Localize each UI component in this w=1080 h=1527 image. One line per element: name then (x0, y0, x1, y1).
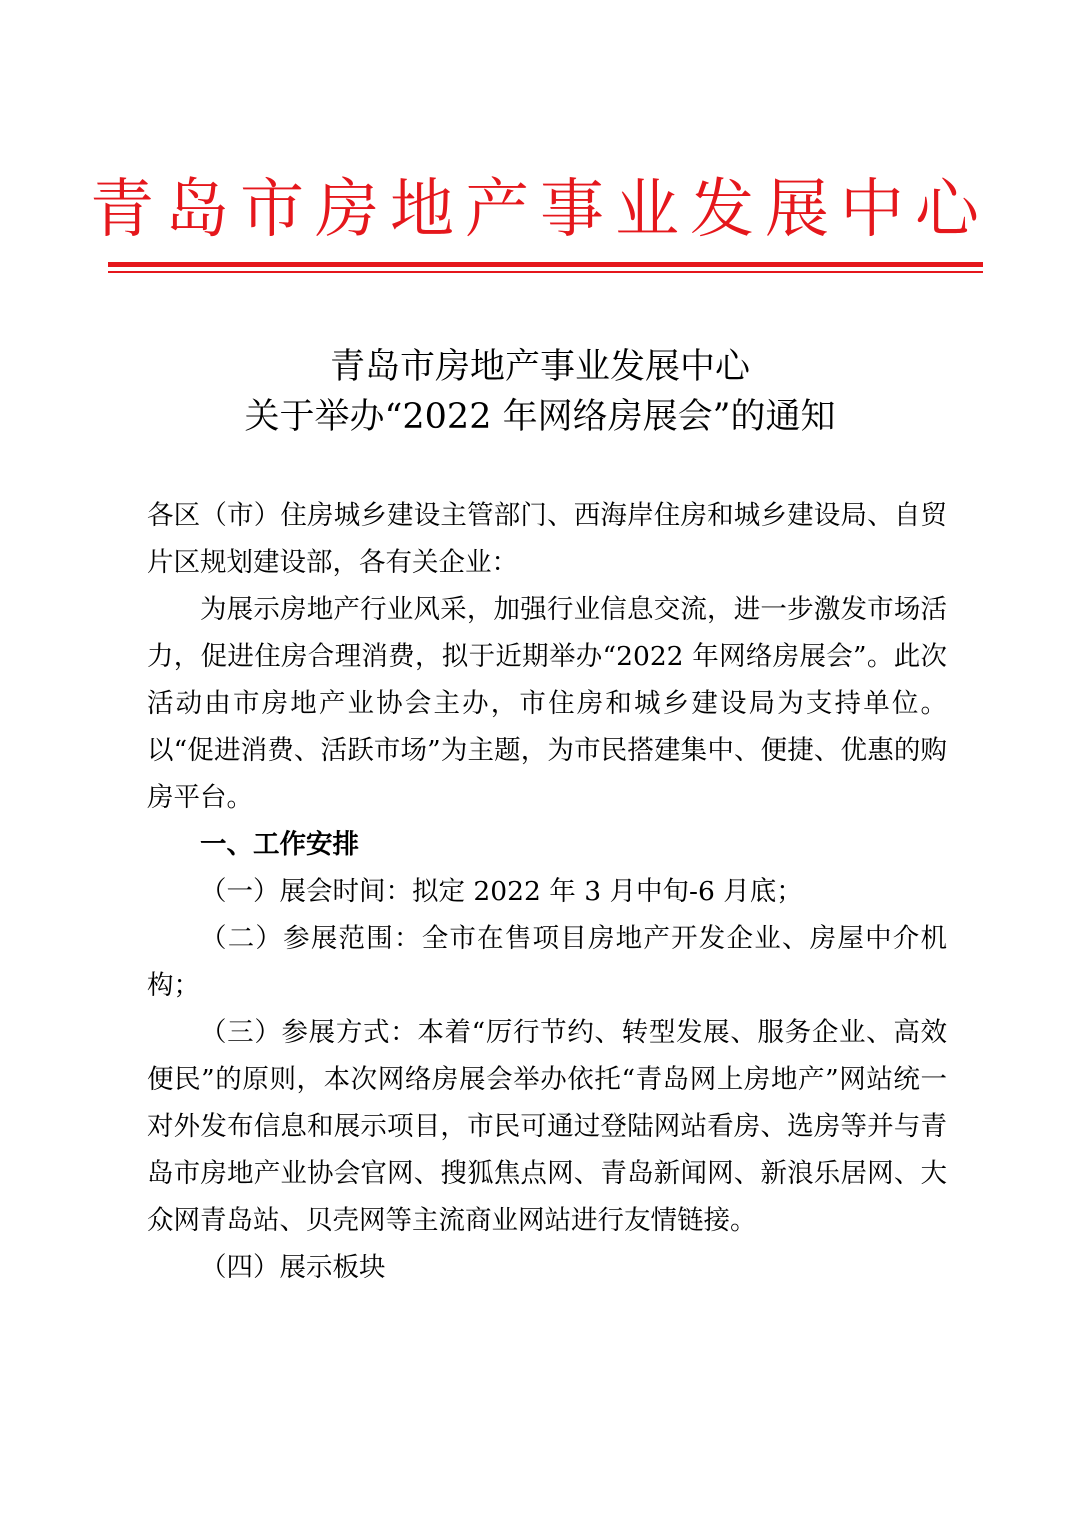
title-line-1: 青岛市房地产事业发展中心 (329, 347, 750, 387)
section-heading-work-arrangement: 一、工作安排 (200, 829, 359, 860)
letterhead-rule-thin (108, 271, 983, 273)
document-body (147, 492, 947, 1291)
letterhead-rule-thick (108, 262, 983, 267)
item-exhibition-method: （三）参展方式：本着“厉行节约、转型发展、服务企业、高效便民”的原则，本次网络房展会举办依托“青岛网上房地产”网站统一对外发布信息和展示项目，市民可通过登陆网站看房、选房等并与青岛市房地产业协会官网、搜狐焦点网、青岛新闻网、新浪乐居网、大众网青岛站、贝壳网等主流商业网站进行友情链接。 (147, 1017, 947, 1236)
title-line-2: 关于举办“2022 年网络房展会”的通知 (244, 397, 836, 437)
item-exhibition-time: （一）展会时间：拟定 2022 年 3 月中旬-6 月底； (200, 876, 803, 907)
letterhead-org-name: 青岛市房地产事业发展中心 (90, 173, 990, 247)
addressees: 各区（市）住房城乡建设主管部门、西海岸住房和城乡建设局、自贸片区规划建设部，各有关企业： (147, 500, 947, 578)
intro-paragraph: 为展示房地产行业风采，加强行业信息交流，进一步激发市场活力，促进住房合理消费，拟于近期举办“2022 年网络房展会”。此次活动由市房地产业协会主办，市住房和城乡建设局为支持单位。以“促进消费、活跃市场”为主题，为市民搭建集中、便捷、优惠的购房平台。 (147, 594, 947, 813)
item-display-sections: （四）展示板块 (200, 1252, 386, 1283)
item-exhibition-scope: （二）参展范围：全市在售项目房地产开发企业、房屋中介机构； (147, 923, 947, 1001)
